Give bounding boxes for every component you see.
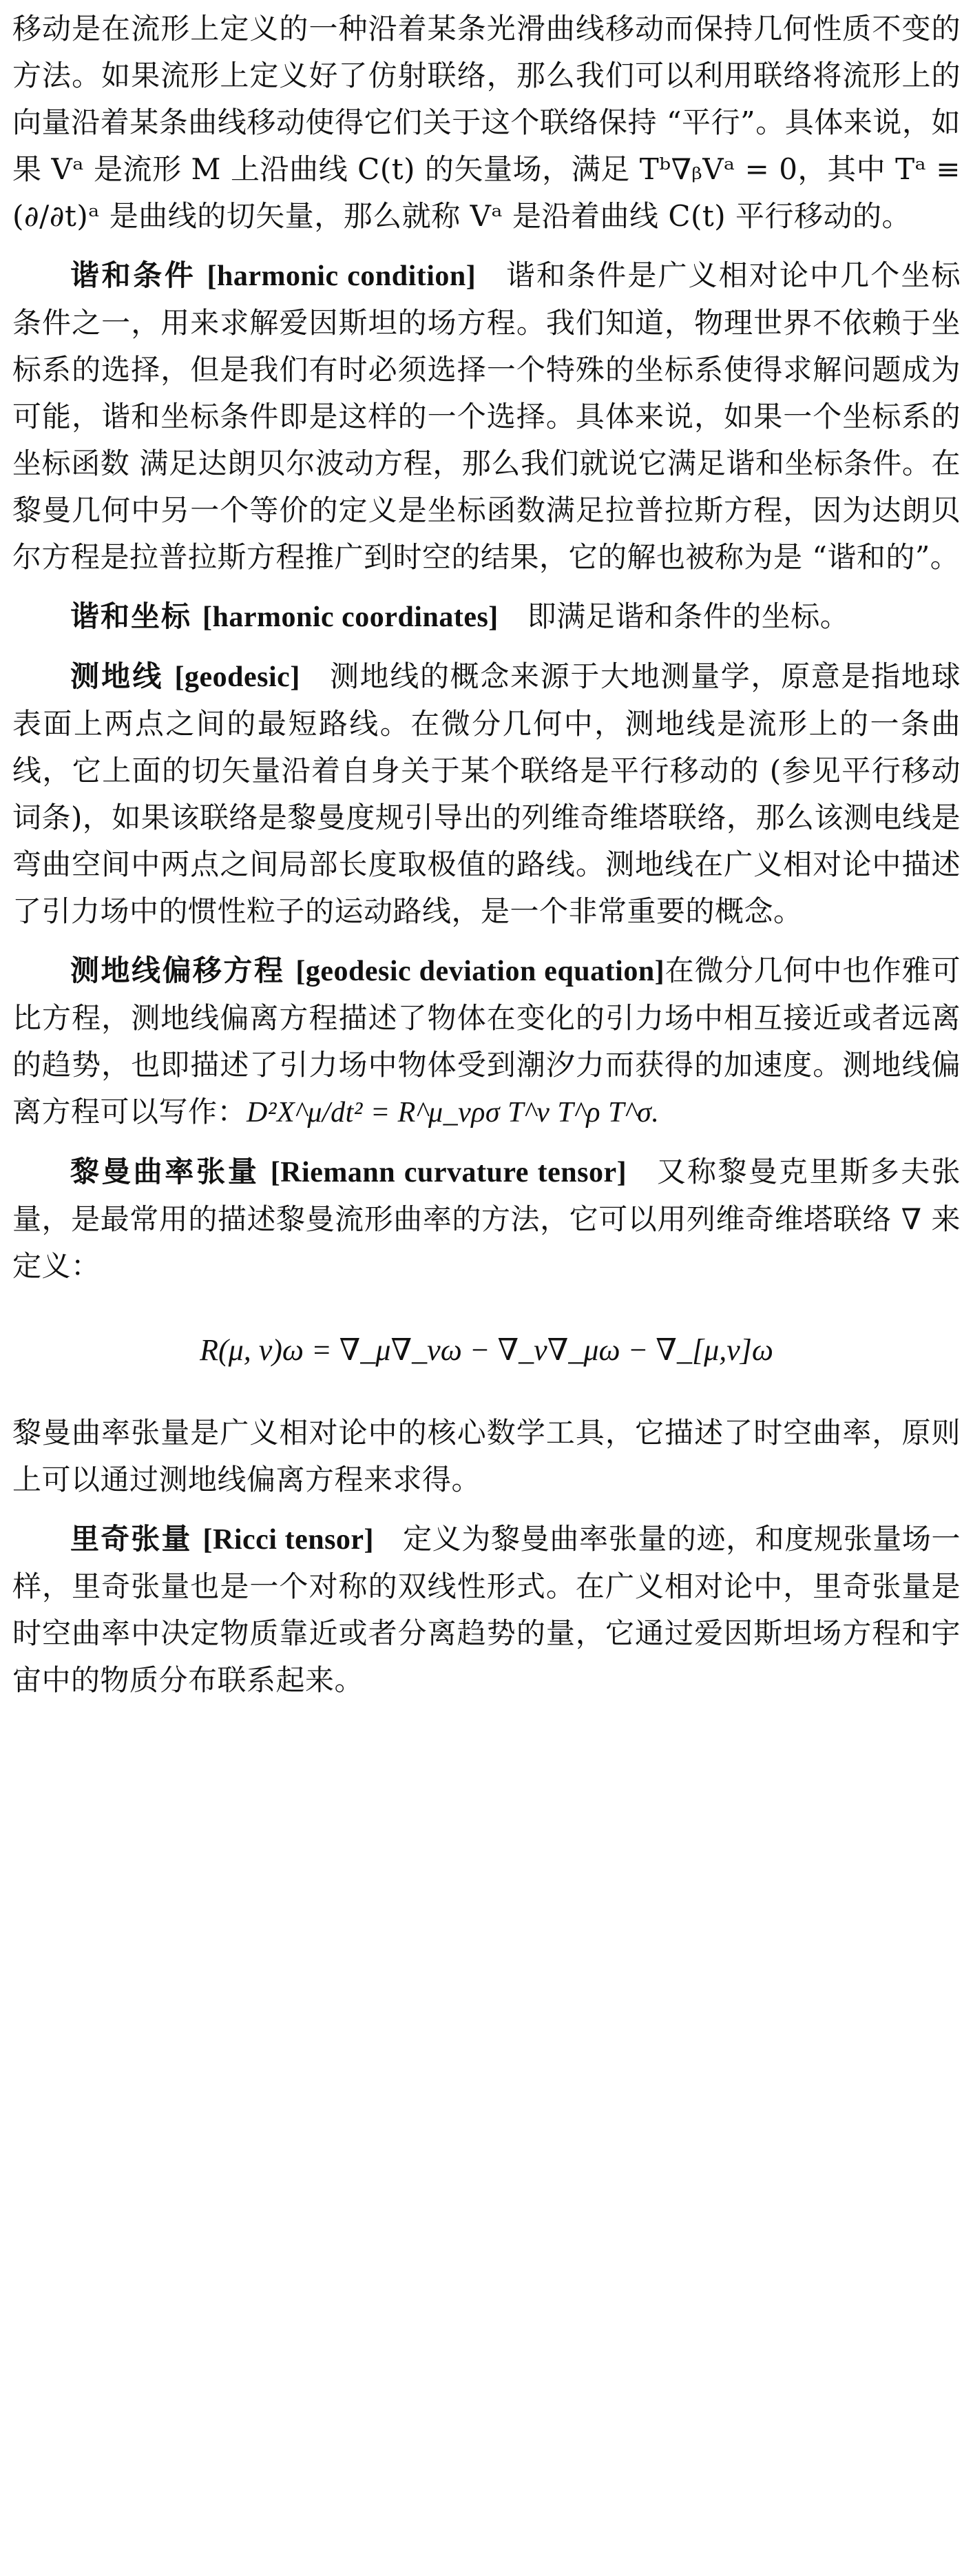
term-english: [geodesic] (174, 661, 300, 693)
term-heading: 黎曼曲率张量 (70, 1155, 260, 1188)
entry-geodesic-deviation (12, 947, 961, 1136)
entry-geodesic (12, 653, 961, 935)
term-english: [harmonic coordinates] (202, 601, 499, 633)
term-body: 测地线的概念来源于大地测量学，原意是指地球表面上两点之间的最短路线。在微分几何中，测地线是流形上的一条曲线，它上面的切矢量沿着自身关于某个联络是平行移动的 (参见平行移动词条)，如果该联络是黎曼度规引导出的列维奇维塔联络，那么该测电线是弯曲空间中两点之间局部长度取极值的路线。测地线在广义相对论中描述了引力场中的惯性粒子的运动路线，是一个非常重要的概念。 (12, 659, 961, 928)
entry-ricci-tensor (12, 1516, 961, 1704)
term-heading: 谐和坐标 (70, 599, 192, 633)
term-body: 又称黎曼克里斯多夫张量，是最常用的描述黎曼流形曲率的方法，它可以用列维奇维塔联络 ∇ 来定义： (12, 1155, 961, 1283)
entry-riemann-tensor (12, 1148, 961, 1290)
riemann-after-text: 黎曼曲率张量是广义相对论中的核心数学工具，它描述了时空曲率，原则上可以通过测地线偏离方程来求得。 (12, 1416, 961, 1496)
term-english: [harmonic condition] (207, 260, 477, 292)
term-english: [Ricci tensor] (202, 1524, 375, 1556)
entry-parallel-transport-continued: 移动是在流形上定义的一种沿着某条光滑曲线移动而保持几何性质不变的方法。如果流形上定义好了仿射联络，那么我们可以利用联络将流形上的向量沿着某条曲线移动使得它们关于这个联络保持 “平行”。具体来说，如果 Vᵃ 是流形 M 上沿曲线 C(t) 的矢量场，满足 Tᵇ∇ᵦVᵃ = 0，其中 Tᵃ ≡ (∂/∂t)ᵃ 是曲线的切矢量，那么就称 Vᵃ 是沿着曲线 C(t) 平行移动的。 (12, 12, 961, 233)
display-equation: R(μ, ν)ω = ∇_μ∇_νω − ∇_ν∇_μω − ∇_[μ,ν]ω (200, 1333, 773, 1367)
term-heading: 里奇张量 (70, 1522, 192, 1556)
term-body: 在微分几何中也作雅可比方程，测地线偏离方程描述了物体在变化的引力场中相互接近或者远离的趋势，也即描述了引力场中物体受到潮汐力而获得的加速度。测地线偏离方程可以写作： (12, 954, 961, 1129)
term-body: 定义为黎曼曲率张量的迹，和度规张量场一样，里奇张量也是一个对称的双线性形式。在广义相对论中，里奇张量是时空曲率中决定物质靠近或者分离趋势的量，它通过爱因斯坦场方程和宇宙中的物质分布联系起来。 (12, 1522, 961, 1697)
entry-harmonic-coordinates (12, 593, 961, 641)
term-body: 谐和条件是广义相对论中几个坐标条件之一，用来求解爱因斯坦的场方程。我们知道，物理世界不依赖于坐标系的选择，但是我们有时必须选择一个特殊的坐标系使得求解问题成为可能，谐和坐标条件即是这样的一个选择。具体来说，如果一个坐标系的坐标函数 满足达朗贝尔波动方程，那么我们就说它满足谐和坐标条件。在黎曼几何中另一个等价的定义是坐标函数满足拉普拉斯方程，因为达朗贝尔方程是拉普拉斯方程推广到时空的结果，它的解也被称为是 “谐和的”。 (12, 258, 961, 574)
term-heading: 测地线 (70, 659, 164, 693)
term-english: [geodesic deviation equation] (295, 956, 665, 987)
term-body: 即满足谐和条件的坐标。 (527, 599, 850, 633)
term-heading: 测地线偏移方程 (70, 954, 285, 987)
term-heading: 谐和条件 (70, 258, 196, 292)
term-english: [Riemann curvature tensor] (270, 1157, 627, 1188)
dictionary-page (12, 6, 961, 1704)
entry-harmonic-condition (12, 252, 961, 581)
inline-equation: D²X^μ/dt² = R^μ_νρσ T^ν T^ρ T^σ. (247, 1097, 660, 1129)
